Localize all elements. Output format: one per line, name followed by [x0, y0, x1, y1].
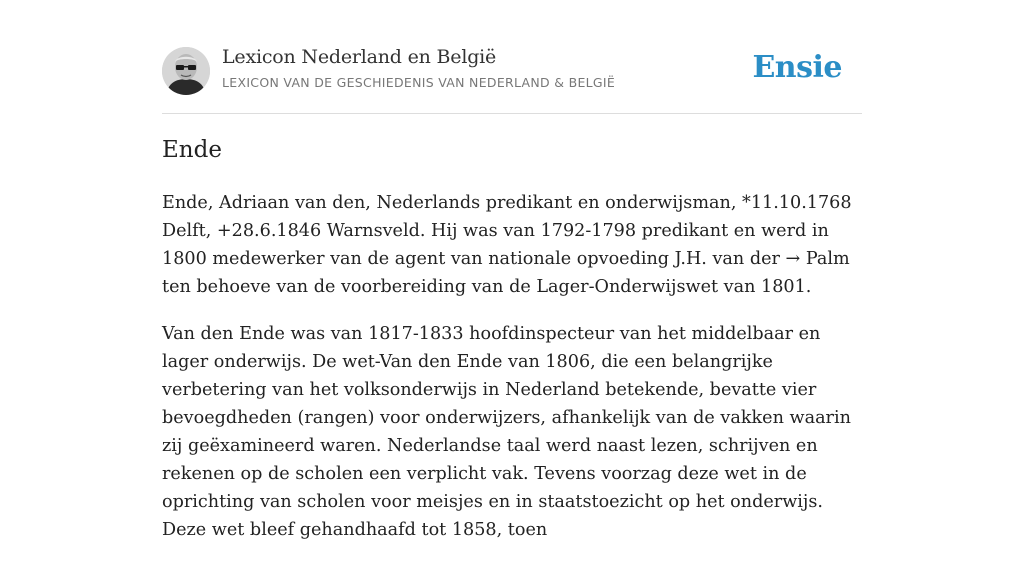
article-title: Ende — [162, 137, 222, 163]
article-paragraph-1 — [162, 189, 867, 301]
cross-reference-link-palm[interactable]: → Palm — [785, 249, 850, 269]
p1-text-after: ten behoeve van de voorbereiding van de Lager-Onderwijswet van 1801. — [162, 277, 812, 297]
ensie-logo[interactable]: Ensie — [752, 50, 842, 85]
site-title[interactable]: Lexicon Nederland en België — [222, 46, 497, 68]
author-avatar[interactable] — [162, 47, 210, 95]
article-paragraph-2: Van den Ende was van 1817-1833 hoofdinspecteur van het middelbaar en lager onderwijs. De wet-Van den Ende van 1806, die een belangrijke verbetering van het volksonderwijs in Nederland betekende, bevatte vier bevoegdheden (rangen) voor onderwijzers, afhankelijk van de vakken waarin zij geëxamineerd waren. Nederlandse taal werd naast lezen, schrijven en rekenen op de scholen een verplicht vak. Tevens voorzag deze wet in de oprichting van scholen voor meisjes en in staatstoezicht op het onderwijs. Deze wet bleef gehandhaafd tot 1858, toen — [162, 324, 851, 540]
article-body — [162, 189, 867, 563]
site-header — [162, 45, 862, 114]
person-avatar-icon — [162, 47, 210, 95]
p1-text-before: Ende, Adriaan van den, Nederlands predikant en onderwijsman, *11.10.1768 Delft, +28.6.1846 Warnsveld. Hij was van 1792-1798 predikant en werd in 1800 medewerker van de agent van nationale opvoeding J.H. van der — [162, 193, 852, 269]
site-subtitle: LEXICON VAN DE GESCHIEDENIS VAN NEDERLAND & BELGIË — [222, 75, 616, 90]
